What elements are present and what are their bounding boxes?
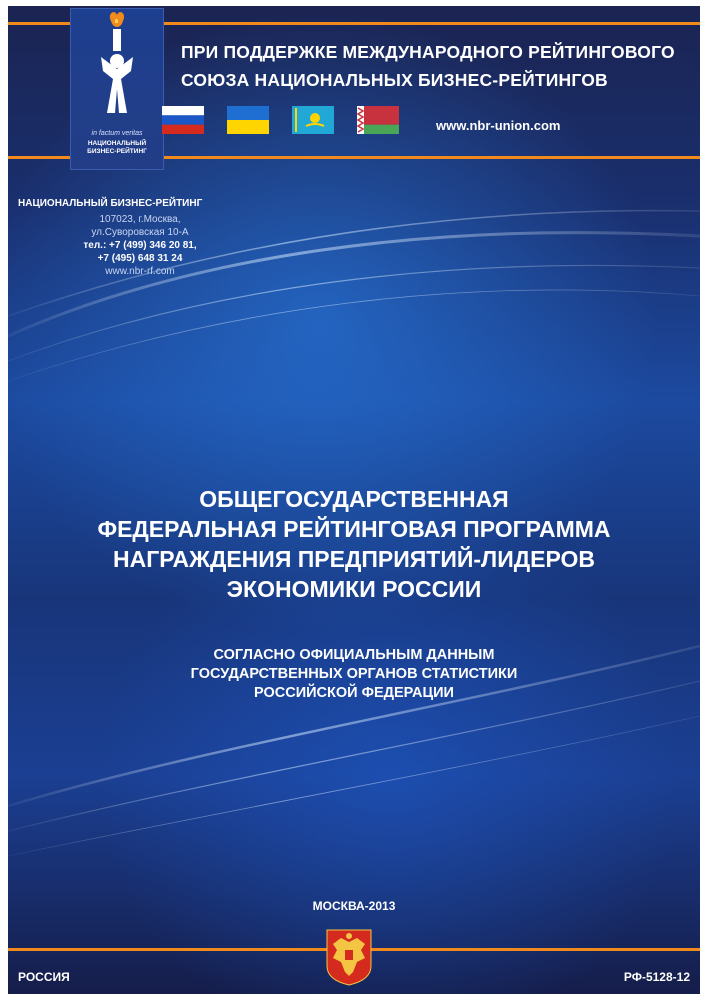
support-line-1: ПРИ ПОДДЕРЖКЕ МЕЖДУНАРОДНОГО РЕЙТИНГОВОГО: [181, 42, 675, 62]
russia-flag-icon: [162, 106, 204, 134]
main-title: [8, 484, 700, 604]
kazakhstan-flag-icon: [292, 106, 334, 134]
main-title-line-3: НАГРАЖДЕНИЯ ПРЕДПРИЯТИЙ-ЛИДЕРОВ: [112, 546, 595, 572]
country-label: РОССИЯ: [18, 970, 70, 984]
city-year: МОСКВА-2013: [312, 899, 396, 913]
main-title-line-1: ОБЩЕГОСУДАРСТВЕННАЯ: [199, 486, 509, 512]
org-phone-1: тел.: +7 (499) 346 20 81,: [83, 240, 197, 251]
org-title: НАЦИОНАЛЬНЫЙ БИЗНЕС-РЕЙТИНГ: [18, 198, 203, 209]
org-website: www.nbr-rf.com: [105, 266, 175, 277]
logo-motto: in factum veritas: [91, 130, 143, 137]
main-title-line-2: ФЕДЕРАЛЬНАЯ РЕЙТИНГОВАЯ ПРОГРАММА: [97, 516, 611, 542]
org-address-line-1: 107023, г.Москва,: [99, 214, 181, 225]
subtitle-line-2: ГОСУДАРСТВЕННЫХ ОРГАНОВ СТАТИСТИКИ: [190, 666, 518, 682]
org-phone-2: +7 (495) 648 31 24: [97, 253, 183, 264]
subtitle-line-3: РОССИЙСКОЙ ФЕДЕРАЦИИ: [254, 685, 454, 701]
subtitle-line-1: СОГЛАСНО ОФИЦИАЛЬНЫМ ДАННЫМ: [213, 647, 495, 663]
document-code: РФ-5128-12: [623, 970, 690, 984]
logo-name: НАЦИОНАЛЬНЫЙ БИЗНЕС-РЕЙТИНГ: [87, 140, 147, 155]
main-title-line-4: ЭКОНОМИКИ РОССИИ: [226, 576, 482, 602]
ukraine-flag-icon: [227, 106, 269, 134]
union-website: www.nbr-union.com: [436, 118, 561, 133]
torch-figure-icon: [71, 9, 163, 129]
belarus-flag-icon: [357, 106, 399, 134]
support-text: [181, 38, 675, 94]
russian-coat-of-arms-icon: [325, 928, 373, 986]
nbr-logo: [70, 8, 164, 170]
support-line-2: СОЮЗА НАЦИОНАЛЬНЫХ БИЗНЕС-РЕЙТИНГОВ: [181, 70, 608, 90]
org-address-line-2: ул.Суворовская 10-А: [91, 227, 189, 238]
cover: [8, 6, 700, 994]
subtitle: [8, 646, 700, 703]
